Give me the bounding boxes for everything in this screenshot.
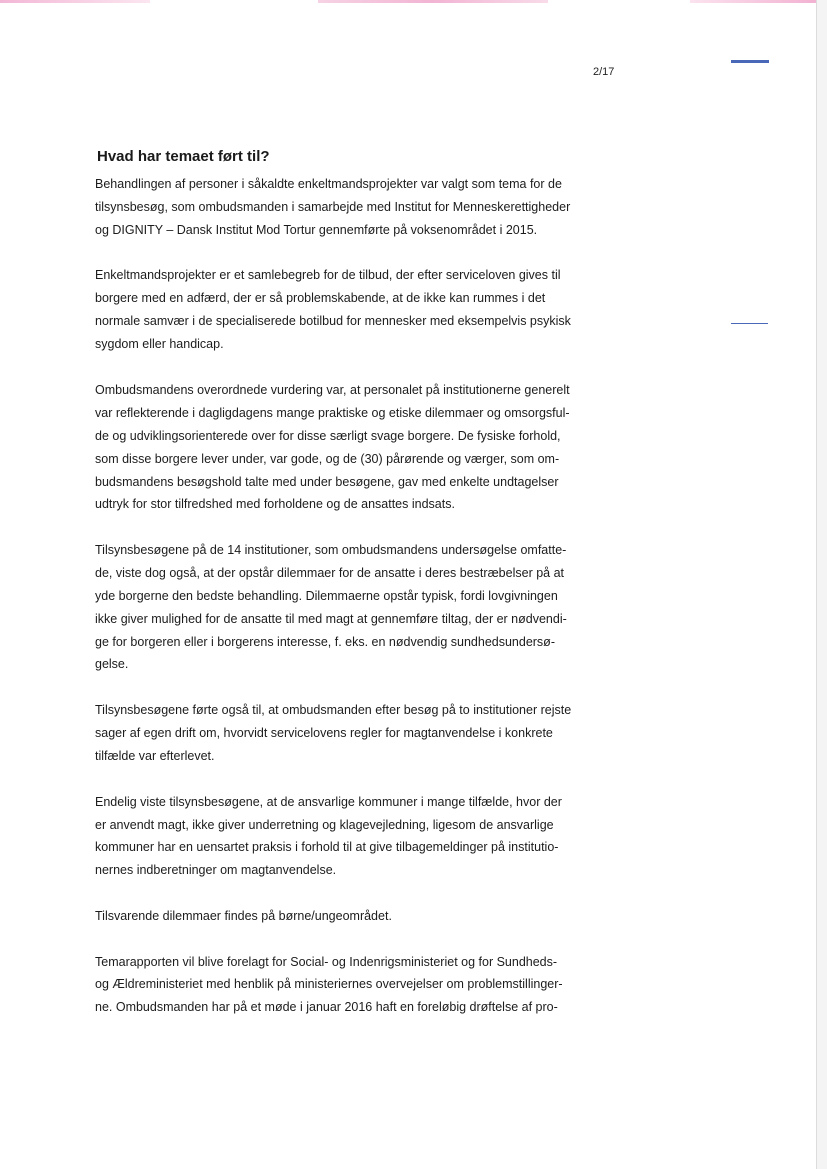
body-text-line: og Ældreministeriet med henblik på ministeriernes overvejelser om problemstillinger-: [95, 977, 563, 991]
body-text-line: var reflekterende i dagligdagens mange praktiske og etiske dilemmaer og omsorgsful-: [95, 406, 570, 420]
scan-edge-mark: [0, 0, 150, 3]
margin-mark: [731, 323, 768, 324]
body-text-line: ge for borgeren eller i borgerens interesse, f. eks. en nødvendig sundhedsundersø-: [95, 635, 555, 649]
body-text-line: gelse.: [95, 657, 129, 671]
section-heading: Hvad har temaet ført til?: [97, 148, 270, 165]
body-text-line: Behandlingen af personer i såkaldte enkeltmandsprojekter var valgt som tema for de: [95, 177, 562, 191]
body-text-line: ne. Ombudsmanden har på et møde i januar 2016 haft en foreløbig drøftelse af pro-: [95, 1000, 558, 1014]
body-text-line: sygdom eller handicap.: [95, 337, 224, 351]
body-text-line: som disse borgere lever under, var gode, og de (30) pårørende og værger, som om-: [95, 452, 560, 466]
body-text-line: er anvendt magt, ikke giver underretning og klagevejledning, ligesom de ansvarlige: [95, 818, 554, 832]
body-text-line: de og udviklingsorienterede over for disse særligt svage borgere. De fysiske forhold,: [95, 429, 561, 443]
body-text-line: nernes indberetninger om magtanvendelse.: [95, 863, 337, 877]
body-text-line: sager af egen drift om, hvorvidt servicelovens regler for magtanvendelse i konkrete: [95, 726, 553, 740]
body-text-line: Tilsynsbesøgene førte også til, at ombudsmanden efter besøg på to institutioner rejste: [95, 703, 572, 717]
body-text-line: ikke giver mulighed for de ansatte til med magt at gennemføre tiltag, der er nødvendi-: [95, 612, 567, 626]
body-text-line: udtryk for stor tilfredshed med forholdene og de ansattes indsats.: [95, 497, 455, 511]
body-text-line: tilfælde var efterlevet.: [95, 749, 215, 763]
body-text-line: Endelig viste tilsynsbesøgene, at de ansvarlige kommuner i mange tilfælde, hvor der: [95, 795, 562, 809]
body-text-line: yde borgerne den bedste behandling. Dilemmaerne opstår typisk, fordi lovgivningen: [95, 589, 558, 603]
body-text-line: kommuner har en uensartet praksis i forhold til at give tilbagemeldinger på institutio-: [95, 840, 559, 854]
body-text-line: Tilsynsbesøgene på de 14 institutioner, som ombudsmandens undersøgelse omfatte-: [95, 543, 567, 557]
body-text-line: Temarapporten vil blive forelagt for Social- og Indenrigsministeriet og for Sundheds-: [95, 955, 558, 969]
body-text-line: normale samvær i de specialiserede botilbud for mennesker med eksempelvis psykisk: [95, 314, 571, 328]
body-text-line: og DIGNITY – Dansk Institut Mod Tortur gennemførte på voksenområdet i 2015.: [95, 223, 538, 237]
margin-mark: [731, 60, 769, 63]
body-text-line: Enkeltmandsprojekter er et samlebegreb for de tilbud, der efter serviceloven gives til: [95, 268, 561, 282]
body-text-line: tilsynsbesøg, som ombudsmanden i samarbejde med Institut for Menneskerettigheder: [95, 200, 571, 214]
body-text-line: de, viste dog også, at der opstår dilemmaer for de ansatte i deres bestræbelser på at: [95, 566, 565, 580]
scan-edge-mark: [690, 0, 817, 3]
page-right-border: [816, 0, 827, 1169]
body-text-line: Tilsvarende dilemmaer findes på børne/ungeområdet.: [95, 909, 392, 923]
body-text-line: Ombudsmandens overordnede vurdering var, at personalet på institutionerne generelt: [95, 383, 570, 397]
page-number: 2/17: [593, 66, 615, 78]
scan-edge-mark: [318, 0, 548, 3]
body-text-line: borgere med en adfærd, der er så problemskabende, at de ikke kan rummes i det: [95, 291, 546, 305]
body-text-line: budsmandens besøgshold talte med under besøgene, gav med enkelte undtagelser: [95, 475, 559, 489]
